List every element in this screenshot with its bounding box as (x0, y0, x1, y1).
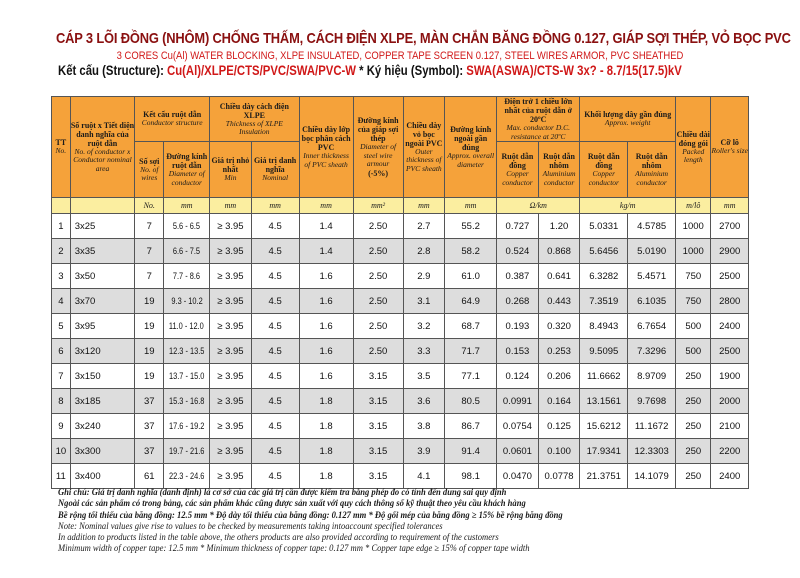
cell-armour: 2.50 (353, 314, 403, 339)
cell-xlpe-min: ≥ 3.95 (210, 314, 252, 339)
cell-no: 10 (52, 439, 71, 464)
cell-resistance-al: 0.164 (538, 389, 580, 414)
cell-xlpe-nominal: 4.5 (251, 289, 299, 314)
cell-weight-cu: 8.4943 (580, 314, 628, 339)
table-row (52, 339, 749, 364)
cell-xlpe-min: ≥ 3.95 (210, 464, 252, 489)
cell-xlpe-nominal: 4.5 (251, 264, 299, 289)
cell-resistance-cu: 0.387 (497, 264, 539, 289)
header-weight-cu: Ruột dẫn đồng Copper conductor (580, 142, 628, 198)
notes (58, 488, 798, 556)
cell-resistance-al: 0.100 (538, 439, 580, 464)
cell-xlpe-min: ≥ 3.95 (210, 439, 252, 464)
cell-xlpe-min: ≥ 3.95 (210, 339, 252, 364)
cell-weight-al: 5.4571 (628, 264, 676, 289)
cell-size: 3x300 (70, 439, 134, 464)
cell-wires: 19 (135, 364, 164, 389)
cell-roller-size: 2100 (711, 414, 749, 439)
cell-xlpe-min: ≥ 3.95 (210, 414, 252, 439)
cell-packed-length: 750 (676, 289, 711, 314)
cell-resistance-cu: 0.268 (497, 289, 539, 314)
header-resistance-al: Ruột dẫn nhôm Aluminium conductor (538, 142, 580, 198)
header-overall: Đường kính ngoài gần đúng Approx. overall diameter (445, 97, 497, 198)
cell-inner-sheath: 1.8 (299, 439, 353, 464)
cell-overall-diameter: 98.1 (445, 464, 497, 489)
cell-xlpe-min: ≥ 3.95 (210, 264, 252, 289)
unit-cell: mm (164, 198, 210, 214)
cell-armour: 2.50 (353, 264, 403, 289)
cell-wires: 19 (135, 314, 164, 339)
note-line: Minimum width of copper tape: 12.5 mm * Minimum thickness of copper tape: 0.127 mm * Copper tape edge ≥ 15% of copper tape width (58, 544, 530, 555)
cell-weight-al: 11.1672 (628, 414, 676, 439)
cell-resistance-cu: 0.0991 (497, 389, 539, 414)
cell-inner-sheath: 1.6 (299, 314, 353, 339)
cell-overall-diameter: 91.4 (445, 439, 497, 464)
table-row (52, 214, 749, 239)
header-weight-al: Ruột dẫn nhôm Aluminium conductor (628, 142, 676, 198)
cell-size: 3x35 (70, 239, 134, 264)
cell-wires: 7 (135, 264, 164, 289)
cell-weight-cu: 21.3751 (580, 464, 628, 489)
cell-roller-size: 2400 (711, 464, 749, 489)
note-line: Ngoài các sản phẩm có trong bảng, các sản phẩm khác cũng được sản xuất với quy cách thông số kỹ thuật theo yêu cầu khách hàng (58, 499, 526, 510)
cell-conductor-diameter: 19.7 - 21.6 (164, 439, 210, 464)
cell-xlpe-nominal: 4.5 (251, 364, 299, 389)
unit-cell: mm (210, 198, 252, 214)
cell-outer-sheath: 3.5 (403, 364, 445, 389)
structure-value: Cu(Al)/XLPE/CTS/PVC/SWA/PVC-W (163, 63, 357, 78)
cell-packed-length: 500 (676, 314, 711, 339)
cell-outer-sheath: 3.8 (403, 414, 445, 439)
cell-wires: 19 (135, 289, 164, 314)
cell-inner-sheath: 1.6 (299, 289, 353, 314)
cell-resistance-al: 0.253 (538, 339, 580, 364)
cell-weight-al: 4.5785 (628, 214, 676, 239)
cell-outer-sheath: 4.1 (403, 464, 445, 489)
header-xlpe-min: Giá trị nhỏ nhất Min (210, 142, 252, 198)
cell-conductor-diameter: 17.6 - 19.2 (164, 414, 210, 439)
cell-packed-length: 250 (676, 464, 711, 489)
cell-inner-sheath: 1.8 (299, 414, 353, 439)
cell-xlpe-min: ≥ 3.95 (210, 364, 252, 389)
cell-no: 9 (52, 414, 71, 439)
header-resistance: Điện trở 1 chiều lớn nhất của ruột dẫn ở 20ºC Max. conductor D.C. resistance at 20ºC (497, 97, 580, 142)
cell-resistance-al: 1.20 (538, 214, 580, 239)
cell-overall-diameter: 55.2 (445, 214, 497, 239)
cell-size: 3x185 (70, 389, 134, 414)
cell-weight-al: 5.0190 (628, 239, 676, 264)
cell-size: 3x400 (70, 464, 134, 489)
table-row (52, 464, 749, 489)
cell-outer-sheath: 3.2 (403, 314, 445, 339)
cell-overall-diameter: 61.0 (445, 264, 497, 289)
cell-roller-size: 2500 (711, 264, 749, 289)
page-subtitle: 3 CORES Cu(Al) WATER BLOCKING, XLPE INSULATED, COPPER TAPE SCREEN 0.127, STEEL WIRES ARMOR, PVC SHEATHED (116, 50, 684, 62)
cell-outer-sheath: 3.3 (403, 339, 445, 364)
unit-cell: mm (251, 198, 299, 214)
note-line: Bề rộng tối thiểu của băng đồng: 12.5 mm * Độ dày tối thiểu của băng đồng: 0.127 mm * Độ gối mép của băng đồng ≥ 15% bề rộng băng đồng (58, 510, 563, 521)
cell-size: 3x240 (70, 414, 134, 439)
cell-conductor-diameter: 22.3 - 24.6 (164, 464, 210, 489)
table-row (52, 314, 749, 339)
units-row (52, 198, 749, 214)
table-row (52, 414, 749, 439)
cell-roller-size: 1900 (711, 364, 749, 389)
structure-line (58, 63, 681, 78)
cell-conductor-diameter: 13.7 - 15.0 (164, 364, 210, 389)
cell-inner-sheath: 1.4 (299, 239, 353, 264)
cell-conductor-diameter: 7.7 - 8.6 (164, 264, 210, 289)
unit-cell: mm (445, 198, 497, 214)
cell-conductor-diameter: 15.3 - 16.8 (164, 389, 210, 414)
cell-outer-sheath: 3.9 (403, 439, 445, 464)
cell-roller-size: 2500 (711, 339, 749, 364)
header-length: Chiều dài đóng gói Packed length (676, 97, 711, 198)
cell-size: 3x120 (70, 339, 134, 364)
cell-overall-diameter: 68.7 (445, 314, 497, 339)
cell-resistance-al: 0.125 (538, 414, 580, 439)
table-row (52, 364, 749, 389)
cell-no: 6 (52, 339, 71, 364)
cell-overall-diameter: 80.5 (445, 389, 497, 414)
cell-conductor-diameter: 9.3 - 10.2 (164, 289, 210, 314)
cell-weight-al: 9.7698 (628, 389, 676, 414)
cell-weight-cu: 7.3519 (580, 289, 628, 314)
cell-armour: 3.15 (353, 364, 403, 389)
cell-xlpe-nominal: 4.5 (251, 439, 299, 464)
cell-no: 3 (52, 264, 71, 289)
cell-roller-size: 2700 (711, 214, 749, 239)
cell-packed-length: 250 (676, 389, 711, 414)
cell-armour: 3.15 (353, 439, 403, 464)
cell-overall-diameter: 71.7 (445, 339, 497, 364)
cell-resistance-cu: 0.0601 (497, 439, 539, 464)
cell-resistance-al: 0.320 (538, 314, 580, 339)
cell-resistance-cu: 0.0754 (497, 414, 539, 439)
symbol-label: Ký hiệu (Symbol): (366, 63, 464, 78)
cell-overall-diameter: 64.9 (445, 289, 497, 314)
cell-size: 3x50 (70, 264, 134, 289)
cell-wires: 37 (135, 389, 164, 414)
header-wires: Số sợi No. of wires (135, 142, 164, 198)
unit-cell: mm² (353, 198, 403, 214)
header-diameter-conductor: Đường kính ruột dẫn Diameter of conductor (164, 142, 210, 198)
header-size: Số ruột x Tiết diện danh nghĩa của ruột dẫn No. of conductor x Conductor nominal area (70, 97, 134, 198)
cell-conductor-diameter: 12.3 - 13.5 (164, 339, 210, 364)
cell-xlpe-min: ≥ 3.95 (210, 239, 252, 264)
cell-weight-cu: 15.6212 (580, 414, 628, 439)
note-line: In addition to products listed in the table above, the others products are also provided according to requirement of the customers (58, 533, 499, 544)
cell-weight-cu: 17.9341 (580, 439, 628, 464)
cell-outer-sheath: 2.9 (403, 264, 445, 289)
cell-packed-length: 250 (676, 414, 711, 439)
cell-size: 3x150 (70, 364, 134, 389)
cell-no: 11 (52, 464, 71, 489)
cell-resistance-al: 0.868 (538, 239, 580, 264)
cell-weight-al: 6.7654 (628, 314, 676, 339)
cell-xlpe-nominal: 4.5 (251, 214, 299, 239)
table-row (52, 289, 749, 314)
unit-cell: m/lô (676, 198, 711, 214)
header-resistance-cu: Ruột dẫn đồng Copper conductor (497, 142, 539, 198)
cell-armour: 2.50 (353, 214, 403, 239)
unit-cell: No. (135, 198, 164, 214)
spec-table (51, 96, 749, 489)
note-line: Ghi chú: Giá trị danh nghĩa (danh định) là cơ sở của các giá trị cần được kiểm tra bằng phép đo có tính đến dung sai quy định (58, 488, 507, 498)
cell-xlpe-nominal: 4.5 (251, 239, 299, 264)
cell-weight-cu: 13.1561 (580, 389, 628, 414)
cell-inner-sheath: 1.8 (299, 389, 353, 414)
unit-cell (52, 198, 71, 214)
cell-resistance-al: 0.641 (538, 264, 580, 289)
cell-xlpe-nominal: 4.5 (251, 464, 299, 489)
cell-size: 3x95 (70, 314, 134, 339)
cell-size: 3x25 (70, 214, 134, 239)
cell-weight-al: 6.1035 (628, 289, 676, 314)
header-conductor: Kết cấu ruột dẫn Conductor structure (135, 97, 210, 142)
cell-inner-sheath: 1.6 (299, 339, 353, 364)
cell-armour: 3.15 (353, 414, 403, 439)
cell-resistance-cu: 0.524 (497, 239, 539, 264)
unit-cell: mm (299, 198, 353, 214)
cell-roller-size: 2200 (711, 439, 749, 464)
cell-no: 1 (52, 214, 71, 239)
cell-inner-sheath: 1.8 (299, 464, 353, 489)
cell-no: 5 (52, 314, 71, 339)
cell-xlpe-nominal: 4.5 (251, 339, 299, 364)
header-roller: Cỡ lô Roller's size (711, 97, 749, 198)
cell-wires: 61 (135, 464, 164, 489)
symbol-value: SWA(ASWA)/CTS-W 3x? - 8.7/15(17.5)kV (463, 63, 682, 78)
cell-weight-cu: 5.0331 (580, 214, 628, 239)
cell-roller-size: 2000 (711, 389, 749, 414)
cell-xlpe-nominal: 4.5 (251, 414, 299, 439)
cell-xlpe-min: ≥ 3.95 (210, 289, 252, 314)
table-row (52, 439, 749, 464)
cell-weight-cu: 11.6662 (580, 364, 628, 389)
header-weight: Khối lượng dây gần đúng Approx. weight (580, 97, 676, 142)
cell-packed-length: 1000 (676, 214, 711, 239)
table-row (52, 264, 749, 289)
cell-weight-al: 8.9709 (628, 364, 676, 389)
cell-weight-al: 12.3303 (628, 439, 676, 464)
cell-no: 4 (52, 289, 71, 314)
cell-armour: 2.50 (353, 239, 403, 264)
cell-xlpe-min: ≥ 3.95 (210, 214, 252, 239)
cell-outer-sheath: 3.1 (403, 289, 445, 314)
cell-size: 3x70 (70, 289, 134, 314)
cell-armour: 2.50 (353, 339, 403, 364)
cell-no: 2 (52, 239, 71, 264)
cell-wires: 37 (135, 414, 164, 439)
cell-roller-size: 2400 (711, 314, 749, 339)
unit-cell: kg/m (580, 198, 676, 214)
header-xlpe: Chiều dày cách điện XLPE Thickness of XLPE Insulation (210, 97, 299, 142)
cell-resistance-cu: 0.193 (497, 314, 539, 339)
unit-cell: Ω/km (497, 198, 580, 214)
cell-xlpe-nominal: 4.5 (251, 389, 299, 414)
table-row (52, 239, 749, 264)
cell-resistance-cu: 0.727 (497, 214, 539, 239)
cell-wires: 7 (135, 239, 164, 264)
cell-inner-sheath: 1.6 (299, 364, 353, 389)
unit-cell (70, 198, 134, 214)
note-line: Note: Nominal values give rise to values to be checked by measurements taking intoaccount specified tolerances (58, 521, 443, 532)
page-title: CÁP 3 LÕI ĐỒNG (NHÔM) CHỐNG THẤM, CÁCH ĐIỆN XLPE, MÀN CHẮN BĂNG ĐỒNG 0.127, GIÁP SỢI THÉP, VỎ BỌC PVC (56, 30, 791, 47)
cell-weight-cu: 5.6456 (580, 239, 628, 264)
cell-weight-cu: 9.5095 (580, 339, 628, 364)
cell-resistance-al: 0.206 (538, 364, 580, 389)
cell-armour: 3.15 (353, 389, 403, 414)
cell-overall-diameter: 58.2 (445, 239, 497, 264)
cell-outer-sheath: 2.7 (403, 214, 445, 239)
cell-conductor-diameter: 6.6 - 7.5 (164, 239, 210, 264)
header-xlpe-nominal: Giá trị danh nghĩa Nominal (251, 142, 299, 198)
cell-no: 7 (52, 364, 71, 389)
cell-resistance-cu: 0.124 (497, 364, 539, 389)
cell-resistance-al: 0.443 (538, 289, 580, 314)
cell-resistance-cu: 0.153 (497, 339, 539, 364)
header-armour: Đường kính của giáp sợi thép Diameter of steel wire armour (-5%) (353, 97, 403, 198)
cell-weight-al: 7.3296 (628, 339, 676, 364)
cell-xlpe-nominal: 4.5 (251, 314, 299, 339)
cell-packed-length: 250 (676, 439, 711, 464)
cell-weight-al: 14.1079 (628, 464, 676, 489)
cell-packed-length: 1000 (676, 239, 711, 264)
cell-armour: 3.15 (353, 464, 403, 489)
unit-cell: mm (403, 198, 445, 214)
table-row (52, 389, 749, 414)
cell-roller-size: 2900 (711, 239, 749, 264)
cell-wires: 19 (135, 339, 164, 364)
cell-inner-sheath: 1.6 (299, 264, 353, 289)
cell-wires: 7 (135, 214, 164, 239)
cell-resistance-cu: 0.0470 (497, 464, 539, 489)
cell-overall-diameter: 86.7 (445, 414, 497, 439)
cell-outer-sheath: 2.8 (403, 239, 445, 264)
cell-outer-sheath: 3.6 (403, 389, 445, 414)
header-inner-sheath: Chiều dày lớp bọc phân cách PVC Inner thickness of PVC sheath (299, 97, 353, 198)
header-outer-sheath: Chiều dày vỏ bọc ngoài PVC Outer thickness of PVC sheath (403, 97, 445, 198)
cell-resistance-al: 0.0778 (538, 464, 580, 489)
table-body (52, 214, 749, 489)
cell-xlpe-min: ≥ 3.95 (210, 389, 252, 414)
cell-no: 8 (52, 389, 71, 414)
structure-separator: * (356, 63, 367, 78)
cell-packed-length: 500 (676, 339, 711, 364)
cell-packed-length: 250 (676, 364, 711, 389)
structure-label: Kết cấu (Structure): (58, 63, 164, 78)
cell-overall-diameter: 77.1 (445, 364, 497, 389)
header-tt: TT No. (52, 97, 71, 198)
cell-wires: 37 (135, 439, 164, 464)
cell-armour: 2.50 (353, 289, 403, 314)
cell-conductor-diameter: 11.0 - 12.0 (164, 314, 210, 339)
cell-inner-sheath: 1.4 (299, 214, 353, 239)
cell-roller-size: 2800 (711, 289, 749, 314)
cell-conductor-diameter: 5.6 - 6.5 (164, 214, 210, 239)
unit-cell: mm (711, 198, 749, 214)
cell-packed-length: 750 (676, 264, 711, 289)
cell-weight-cu: 6.3282 (580, 264, 628, 289)
